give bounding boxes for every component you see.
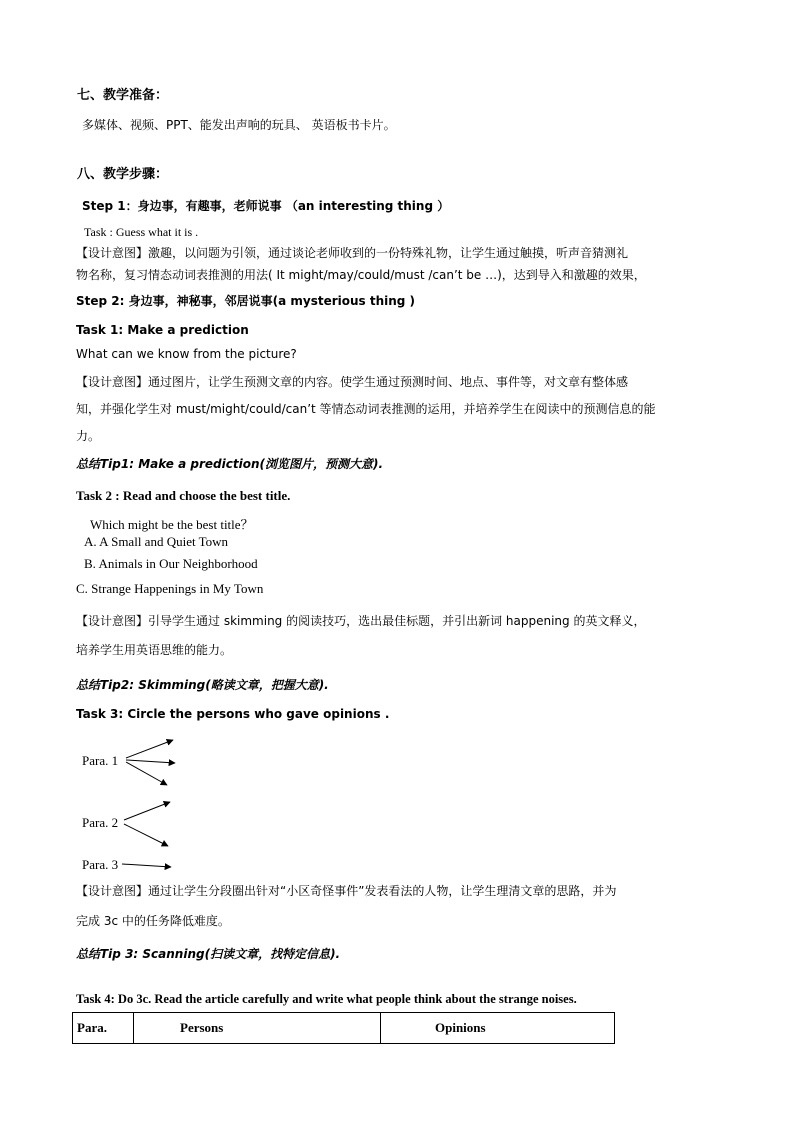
task3-intent-line1: 【设计意图】通过让学生分段圈出针对“小区奇怪事件”发表看法的人物，让学生理清文章的思路，并为 [76,884,617,898]
task2-question: Which might be the best title？ [90,517,254,532]
section-7-heading: 七、教学准备： [77,88,169,103]
task1-intent-line2: 知，并强化学生对 must/might/could/can’t 等情态动词表推测的运用，并培养学生在阅读中的预测信息的能 [76,402,656,416]
task2-tip: 总结Tip2: Skimming(略读文章，把握大意). [76,678,329,692]
para-2-label: Para. 2 [82,815,119,830]
table-header-row [73,1013,615,1044]
section-7-content: 多媒体、视频、PPT、能发出声响的玩具、 英语板书卡片。 [82,118,396,132]
col-persons-header: Persons [134,1013,381,1044]
step1-intent-line2: 物名称，复习情态动词表推测的用法( It might/may/could/must /can’t be …)，达到导入和激趣的效果， [76,268,646,282]
arrow-para1-b [126,760,175,763]
step1-title: Step 1：身边事，有趣事，老师说事 （an interesting thing ） [82,199,450,213]
task2-option-c: C. Strange Happenings in My Town [76,581,264,596]
task2-intent-line1: 【设计意图】引导学生通过 skimming 的阅读技巧，选出最佳标题，并引出新词 happening 的英文释义， [76,614,646,628]
task3-title: Task 3: Circle the persons who gave opinions . [76,707,390,721]
step2-title: Step 2: 身边事，神秘事，邻居说事(a mysterious thing ) [76,294,416,308]
task1-question: What can we know from the picture? [76,347,297,361]
task2-option-a: A. A Small and Quiet Town [84,534,229,549]
col-para-header: Para. [73,1013,134,1044]
task4-title: Task 4: Do 3c. Read the article carefully and write what people think about the strange noises. [76,992,577,1006]
task1-intent-line1: 【设计意图】通过图片，让学生预测文章的内容。使学生通过预测时间、地点、事件等，对文章有整体感 [76,375,629,389]
task2-option-b: B. Animals in Our Neighborhood [84,556,258,571]
task3-tip: 总结Tip 3: Scanning(扫读文章，找特定信息). [76,947,341,961]
task3-intent-line2: 完成 3c 中的任务降低难度。 [76,914,230,928]
task1-title: Task 1: Make a prediction [76,323,249,337]
task1-tip: 总结Tip1: Make a prediction(浏览图片，预测大意). [76,457,384,471]
col-opinions-header: Opinions [381,1013,615,1044]
arrow-para2-b [124,824,168,846]
task2-intent-line2: 培养学生用英语思维的能力。 [76,643,233,657]
arrow-para2-a [124,802,170,820]
para-1-label: Para. 1 [82,753,119,768]
section-8-heading: 八、教学步骤： [77,167,169,182]
task4-table [72,1012,615,1044]
arrow-para1-a [126,740,173,758]
task2-title: Task 2 : Read and choose the best title. [76,488,291,503]
arrow-para1-c [126,762,167,785]
task1-intent-line3: 力。 [76,429,101,443]
step1-intent-line1: 【设计意图】激趣，以问题为引领，通过谈论老师收到的一份特殊礼物，让学生通过触摸，听声音猜测礼 [76,246,629,260]
arrow-para3 [122,864,171,867]
step1-task: Task : Guess what it is . [84,225,199,239]
para-3-label: Para. 3 [82,857,119,872]
